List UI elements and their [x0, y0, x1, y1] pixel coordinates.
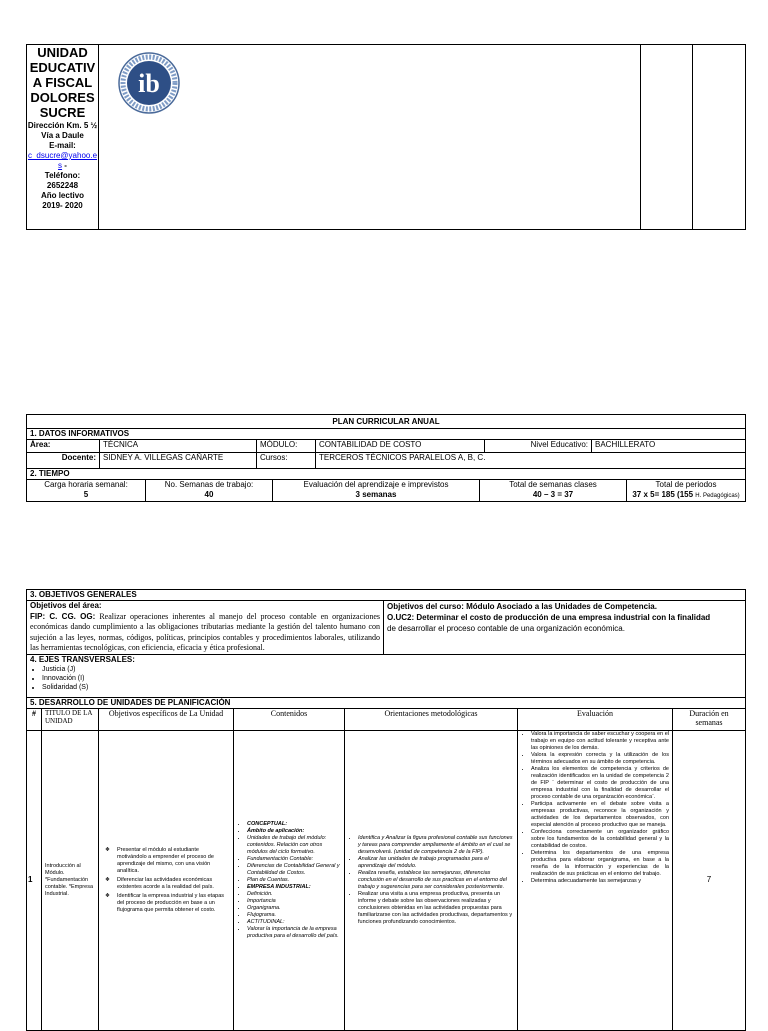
header-divider-2 — [640, 45, 641, 229]
school-year: 2019- 2020 — [42, 201, 83, 210]
school-name: UNIDAD EDUCATIV A FISCAL DOLORES SUCRE — [29, 45, 96, 120]
unidad-contenidos — [234, 730, 345, 1030]
objetivos-curso-prefix: O.UC2: Determinar el costo de producción de una empresa industrial con la finalidad — [387, 613, 711, 622]
ejes-title: 4. EJES TRANSVERSALES: — [30, 654, 135, 664]
email-link[interactable]: c_dsucre@yahoo.es — [27, 151, 98, 170]
modulo-label: MÓDULO: — [257, 440, 316, 453]
objetivo-item: ❖ Identificar la empresa industrial y las etapas del proceso de producción en base a un flujograma que permita obtener el costo. — [105, 892, 224, 913]
nivel-value: BACHILLERATO — [592, 440, 746, 453]
section-1-title: 1. DATOS INFORMATIVOS — [26, 428, 746, 440]
contenidos-list: • CONCEPTUAL: • Ámbito de aplicación: • Unidades de trabajo del módulo: contenidos. Relación con otros módulos del ciclo formativo. • Fundamentación Contable: • Diferencias de Contabilidad General y Contabilidad de Costos. • Plan de Cuentas. • EMPRESA INDUSTRIAL: • Definición. • Importancia • Organigrama. • Flujograma. • ACTITUDINAL: • Valorar la importancia de la empresa productiva para el desarrollo del país. — [237, 821, 341, 940]
email-label: E-mail: — [49, 141, 76, 150]
ejes-list — [30, 665, 742, 692]
semanas-label: No. Semanas de trabajo: — [164, 480, 254, 489]
nivel-label: Nivel Educativo: — [485, 440, 592, 453]
unidad-duracion: 7 — [673, 730, 746, 1030]
unidades-header-row — [27, 708, 746, 730]
email-line: c_dsucre@yahoo.es - — [27, 151, 98, 170]
modulo-value: CONTABILIDAD DE COSTO — [316, 440, 485, 453]
docente-label: Docente: — [27, 453, 100, 469]
plan-section — [26, 414, 746, 502]
diamond-bullet-icon: ❖ — [105, 892, 110, 899]
objetivos-curso-cell — [384, 601, 746, 655]
ib-logo-graphic — [117, 51, 181, 115]
unidad-objetivos — [99, 730, 234, 1030]
phone-label: Teléfono: — [44, 171, 81, 180]
eval-cell — [273, 480, 480, 502]
school-address: Dirección Km. 5 ½ Vía a Daule — [27, 121, 98, 140]
ejes-box — [26, 654, 746, 698]
tiempo-table — [26, 479, 746, 502]
col-orientaciones: Orientaciones metodológicas — [345, 708, 518, 730]
total-semanas-label: Total de semanas clases — [509, 480, 597, 489]
plan-title: PLAN CURRICULAR ANUAL — [26, 414, 746, 429]
total-semanas-cell — [480, 480, 627, 502]
area-label: Área: — [27, 440, 100, 453]
unidad-orientaciones — [345, 730, 518, 1030]
unidad-titulo: Introducción al Módulo. *Fundamentación contable. *Empresa Industrial. — [42, 730, 99, 1030]
carga-label: Carga horaria semanal: — [44, 480, 128, 489]
objetivos-area-text: FIP: C. CG. OG: Realizar operaciones inherentes al manejo del proceso contable en organizaciones económicas dando cumplimiento a las obligaciones tributarias mediante la gestión del talento humano con sujeción a las leyes, normas, códigos, políticas, principios contables y procedimientos laborales, utilizando las herramientas tecnológicas, con eficiencia, eficacia y ética profesional. — [30, 611, 381, 652]
eje-item: • Innovación (I) — [42, 674, 742, 683]
section-5-title: 5. DESARROLLO DE UNIDADES DE PLANIFICACIÓN — [26, 697, 746, 709]
objetivos-table — [26, 600, 746, 655]
section-2-title: 2. TIEMPO — [26, 468, 746, 480]
unidad-evaluacion — [518, 730, 673, 1030]
unidad-num: 1 — [27, 730, 42, 1030]
carga-value: 5 — [83, 490, 89, 499]
evaluacion-list: • Valora la importancia de saber escuchar y coopera en el trabajo en equipo con actitud tolerante y receptiva ante las opiniones de los demás. • Valora la expresión correcta y la utilización de los términos adecuados en su ámbito de competencia. • Analiza los elementos de competencia y criterios de realización identificados en la unidad de competencia 2 de FIP ¨ determinar el costo de producción de una empresa industrial con la finalidad de desarrollar el proceso contable de una organización económica¨. • Participa activamente en el debate sobre visita a empresas productivas, reconoce la organización y actividades de los departamentos observados, con especial atención al proceso productivo que se maneja. • Confecciona correctamente un organizador gráfico sobre los fundamentos de la contabilidad general y la contabilidad de costos. • Determina los departamentos de una empresa productiva para elaborar organigrama, en base a la reseña de la información y experiencias de la realización de sus prácticas en el entorno del trabajo. • Determina adecuadamente las semejanzas y — [521, 731, 669, 885]
docente-value: SIDNEY A. VILLEGAS CAÑARTE — [100, 453, 257, 469]
header-divider-3 — [692, 45, 693, 229]
col-num: # — [27, 708, 42, 730]
col-evaluacion: Evaluación — [518, 708, 673, 730]
col-titulo: TITULO DE LA UNIDAD — [42, 708, 99, 730]
phone: 2652248 — [46, 181, 79, 190]
diamond-bullet-icon: ❖ — [105, 846, 110, 853]
eje-item: • Justicia (J) — [42, 665, 742, 674]
total-periodos-label: Total de periodos — [655, 480, 717, 489]
objetivos-area-cell — [27, 601, 384, 655]
unidades-table — [26, 708, 746, 1031]
total-periodos-value: 37 x 5= 185 (155 H. Pedagógicas) — [632, 490, 740, 499]
objetivo-item: ❖ Presentar el módulo al estudiante motivándolo a emprender el proceso de aprendizaje del mismo, con una visión analítica. — [105, 846, 214, 874]
col-objetivos: Objetivos específicos de La Unidad — [99, 708, 234, 730]
eval-label: Evaluación del aprendizaje e imprevistos — [303, 480, 449, 489]
cursos-label: Cursos: — [257, 453, 316, 469]
ib-logo-letters: ib — [138, 69, 160, 98]
carga-cell — [27, 480, 146, 502]
school-info — [27, 45, 98, 211]
cursos-value: TERCEROS TÉCNICOS PARALELOS A, B, C. — [316, 453, 746, 469]
col-contenidos: Contenidos — [234, 708, 345, 730]
year-label: Año lectivo — [40, 191, 85, 200]
ib-logo — [117, 51, 181, 115]
datos-table — [26, 439, 746, 469]
section-3-title: 3. OBJETIVOS GENERALES — [26, 589, 746, 601]
semanas-value: 40 — [204, 490, 214, 499]
area-value: TÉCNICA — [100, 440, 257, 453]
total-periodos-cell — [627, 480, 746, 502]
col-duracion: Duración en semanas — [673, 708, 746, 730]
objetivos-curso-head: Objetivos del curso: Módulo Asociado a las Unidades de Competencia. — [387, 602, 657, 611]
orientaciones-list: • Identifica y Analizar la figura profesional contable sus funciones y tareas para comprender ampliamente el ámbito en el cual se desenvolverá. (unidad de competencia 2 de la FIP). • Analizar las unidades de trabajo programadas para el aprendizaje del módulo. • Realiza reseña, establece las semejanzas, diferencias conclusión en el desarrollo de sus practicas en el entorno del trabajo y sugerencias para ser considerales posteriormente. • Realizar una visita a una empresa productiva, presenta un informe y debate sobre las observaciones realizadas y conclusiones obtenidas en las actividades propuestas para familiarizarse con las actividades productivas, departamentos y funciones profundizando conocimientos. — [348, 835, 514, 926]
diamond-bullet-icon: ❖ — [105, 876, 110, 883]
objetivos-section — [26, 589, 746, 1031]
objetivos-curso-text: de desarrollar el proceso contable de una organización económica. — [387, 624, 625, 633]
header-divider-1 — [98, 45, 99, 229]
total-semanas-value: 40 – 3 = 37 — [532, 490, 574, 499]
header-table — [26, 44, 746, 230]
unidad-row — [27, 730, 746, 1030]
eje-item: • Solidaridad (S) — [42, 683, 742, 692]
eval-value: 3 semanas — [355, 490, 397, 499]
semanas-cell — [146, 480, 273, 502]
objetivo-item: ❖ Diferenciar las actividades económicas existentes acorde a la realidad del país. — [105, 876, 214, 890]
objetivos-area-head: Objetivos del área: — [30, 601, 102, 610]
